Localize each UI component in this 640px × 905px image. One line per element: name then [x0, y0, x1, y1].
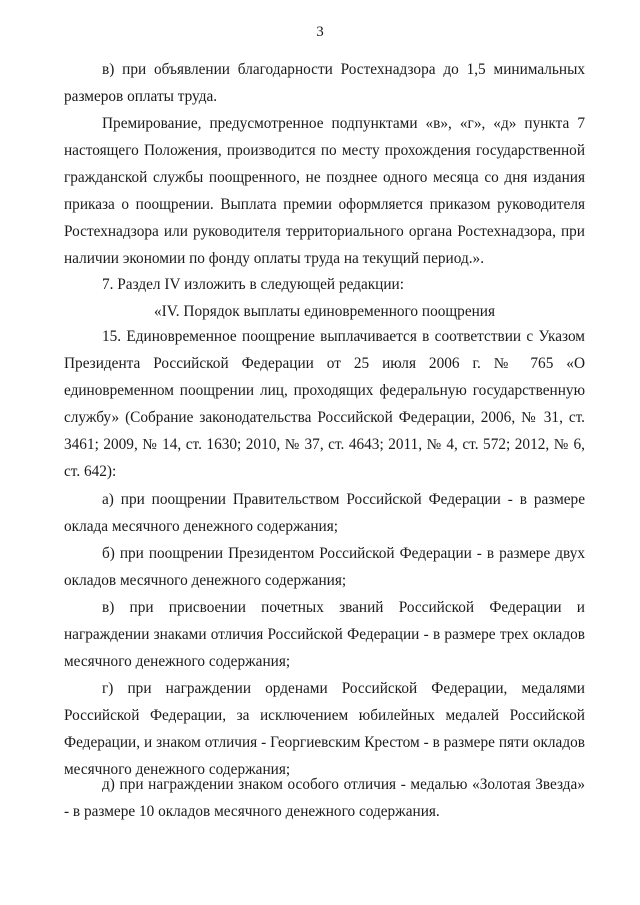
section-heading: «IV. Порядок выплаты единовременного поощрения — [153, 303, 496, 320]
paragraph-item-d: д) при награждении знаком особого отличия - медалью «Золотая Звезда» - в размере 10 окладов месячного денежного содержания. — [64, 776, 585, 820]
page-number: 3 — [316, 24, 324, 40]
paragraph-clause-15: 15. Единовременное поощрение выплачивается в соответствии с Указом Президента Российской Федерации от 25 июля 2006 г. № 765 «О единовременном поощрении лиц, проходящих федеральную государственную службу» (Собрание законодательства Российской Федерации, 2006, № 31, ст. 3461; 2009, № 14, ст. 1630; 2010, № 37, ст. 4643; 2011, № 4, ст. 572; 2012, № 6, ст. 642): — [64, 328, 585, 480]
paragraph-item-g: г) при награждении орденами Российской Федерации, медалями Российской Федерации, за исключением юбилейных медалей Российской Федерации, и знаком отличия - Георгиевским Крестом - в размере пяти окладов месячного денежного содержания; — [64, 680, 585, 778]
paragraph-item-v-thanks: в) при объявлении благодарности Ростехнадзора до 1,5 минимальных размеров оплаты труда. — [64, 61, 585, 105]
paragraph-item-v: в) при присвоении почетных званий Российской Федерации и награждении знаками отличия Российской Федерации - в размере трех окладов месячного денежного содержания; — [64, 599, 585, 670]
paragraph-section-amendment: 7. Раздел IV изложить в следующей редакции: — [102, 276, 404, 293]
paragraph-item-b: б) при поощрении Президентом Российской Федерации - в размере двух окладов месячного денежного содержания; — [64, 545, 585, 589]
paragraph-item-a: а) при поощрении Правительством Российской Федерации - в размере оклада месячного денежного содержания; — [64, 491, 585, 535]
paragraph-bonus-procedure: Премирование, предусмотренное подпунктами «в», «г», «д» пункта 7 настоящего Положения, производится по месту прохождения государственной гражданской службы поощренного, не позднее одного месяца со дня издания приказа о поощрении. Выплата премии оформляется приказом руководителя Ростехнадзора или руководителя территориального органа Ростехнадзора, при наличии экономии по фонду оплаты труда на текущий период.». — [64, 115, 585, 267]
